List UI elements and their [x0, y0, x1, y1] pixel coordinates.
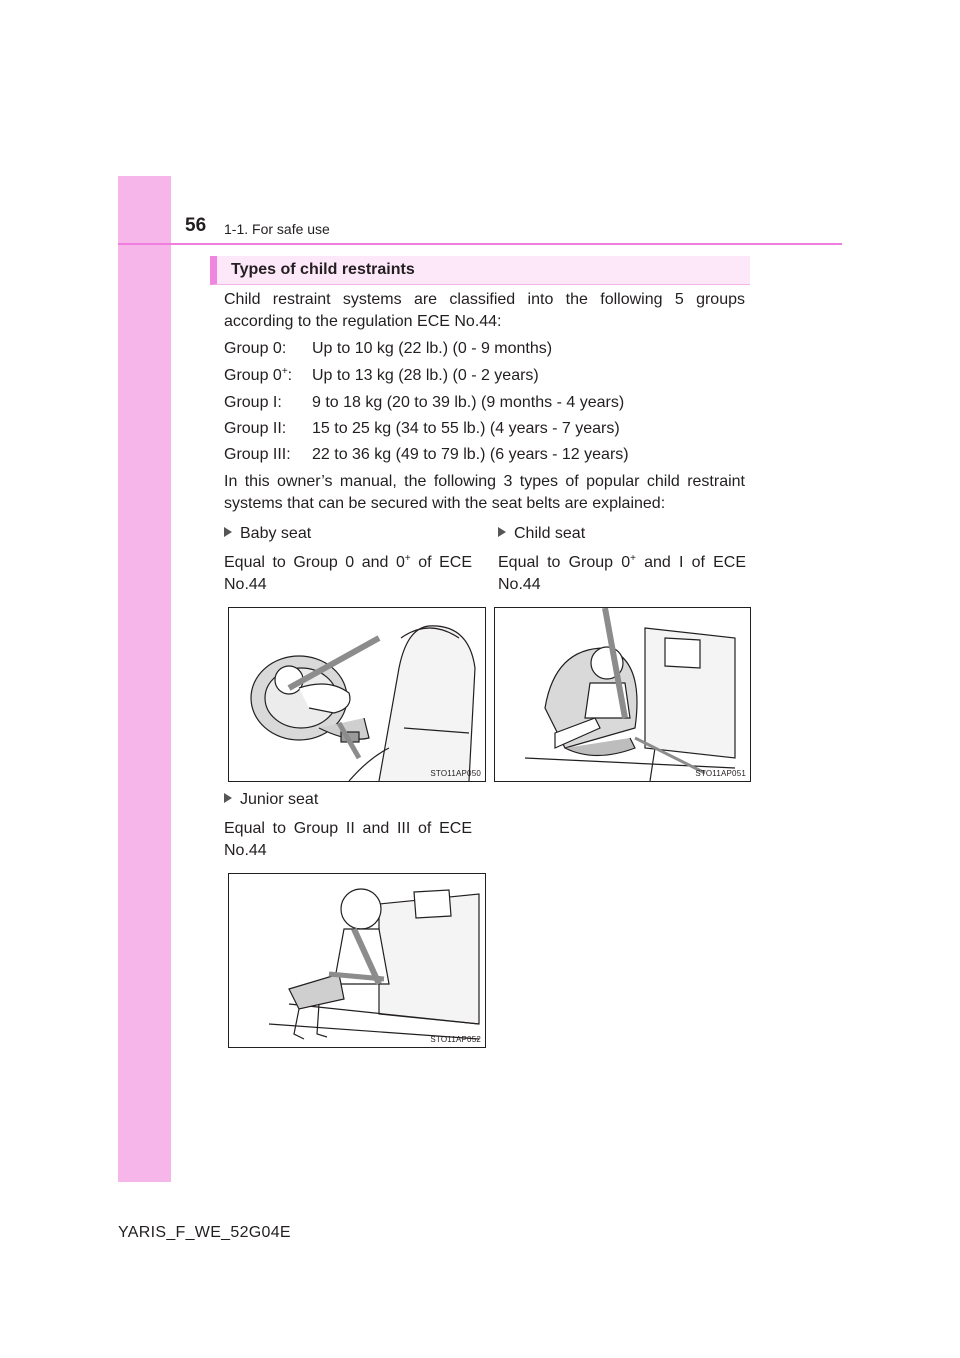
item-description-junior-seat: Equal to Group II and III of ECE No.44	[224, 820, 472, 859]
group-text: Up to 10 kg (22 lb.) (0 - 9 months)	[312, 340, 553, 357]
chapter-title: 1-1. For safe use	[224, 221, 330, 237]
group-label: Group I:	[224, 394, 282, 411]
figure-code: STO11AP051	[695, 769, 746, 778]
document-code: YARIS_F_WE_52G04E	[118, 1224, 291, 1241]
group-text: 22 to 36 kg (49 to 79 lb.) (6 years - 12 years)	[312, 446, 629, 463]
group-text: Up to 13 kg (28 lb.) (0 - 2 years)	[312, 367, 539, 384]
figure-child-seat	[494, 607, 751, 782]
group-text: 9 to 18 kg (20 to 39 lb.) (9 months - 4 years)	[312, 394, 625, 411]
group-text: 15 to 25 kg (34 to 55 lb.) (4 years - 7 years)	[312, 420, 620, 437]
triangle-right-icon	[224, 793, 232, 803]
header-rule	[118, 243, 842, 245]
page-number: 56	[185, 215, 207, 236]
intro-paragraph	[224, 289, 745, 333]
figure-baby-seat	[228, 607, 486, 782]
group-label: Group 0:	[224, 340, 287, 357]
figure-junior-seat	[228, 873, 486, 1048]
group-label: Group 0+:	[224, 366, 293, 384]
item-heading-junior-seat: Junior seat	[224, 791, 318, 809]
figure-code: STO11AP052	[430, 1035, 481, 1044]
side-strip	[118, 176, 171, 1182]
item-description-child-seat: Equal to Group 0+ and I of ECE No.44	[498, 553, 746, 593]
group-label: Group III:	[224, 446, 291, 463]
item-description-baby-seat: Equal to Group 0 and 0+ of ECE No.44	[224, 553, 472, 593]
group-label: Group II:	[224, 420, 287, 437]
explain-line-1: In this owner’s manual, the following 3 types of popular child restraint	[224, 473, 745, 490]
intro-line-1: Child restraint systems are classified into the following 5 groups	[224, 291, 745, 308]
section-title: Types of child restraints	[231, 261, 415, 278]
section-heading-bar	[210, 256, 750, 285]
junior-seat-illustration	[229, 874, 485, 1047]
explain-paragraph	[224, 471, 745, 515]
intro-line-2: according to the regulation ECE No.44:	[224, 313, 502, 330]
triangle-right-icon	[498, 527, 506, 537]
figure-code: STO11AP050	[430, 769, 481, 778]
baby-seat-illustration	[229, 608, 485, 781]
item-heading-baby-seat: Baby seat	[224, 525, 311, 543]
child-seat-illustration	[495, 608, 750, 781]
triangle-right-icon	[224, 527, 232, 537]
explain-line-2: systems that can be secured with the seat belts are explained:	[224, 495, 666, 512]
item-heading-child-seat: Child seat	[498, 525, 585, 543]
